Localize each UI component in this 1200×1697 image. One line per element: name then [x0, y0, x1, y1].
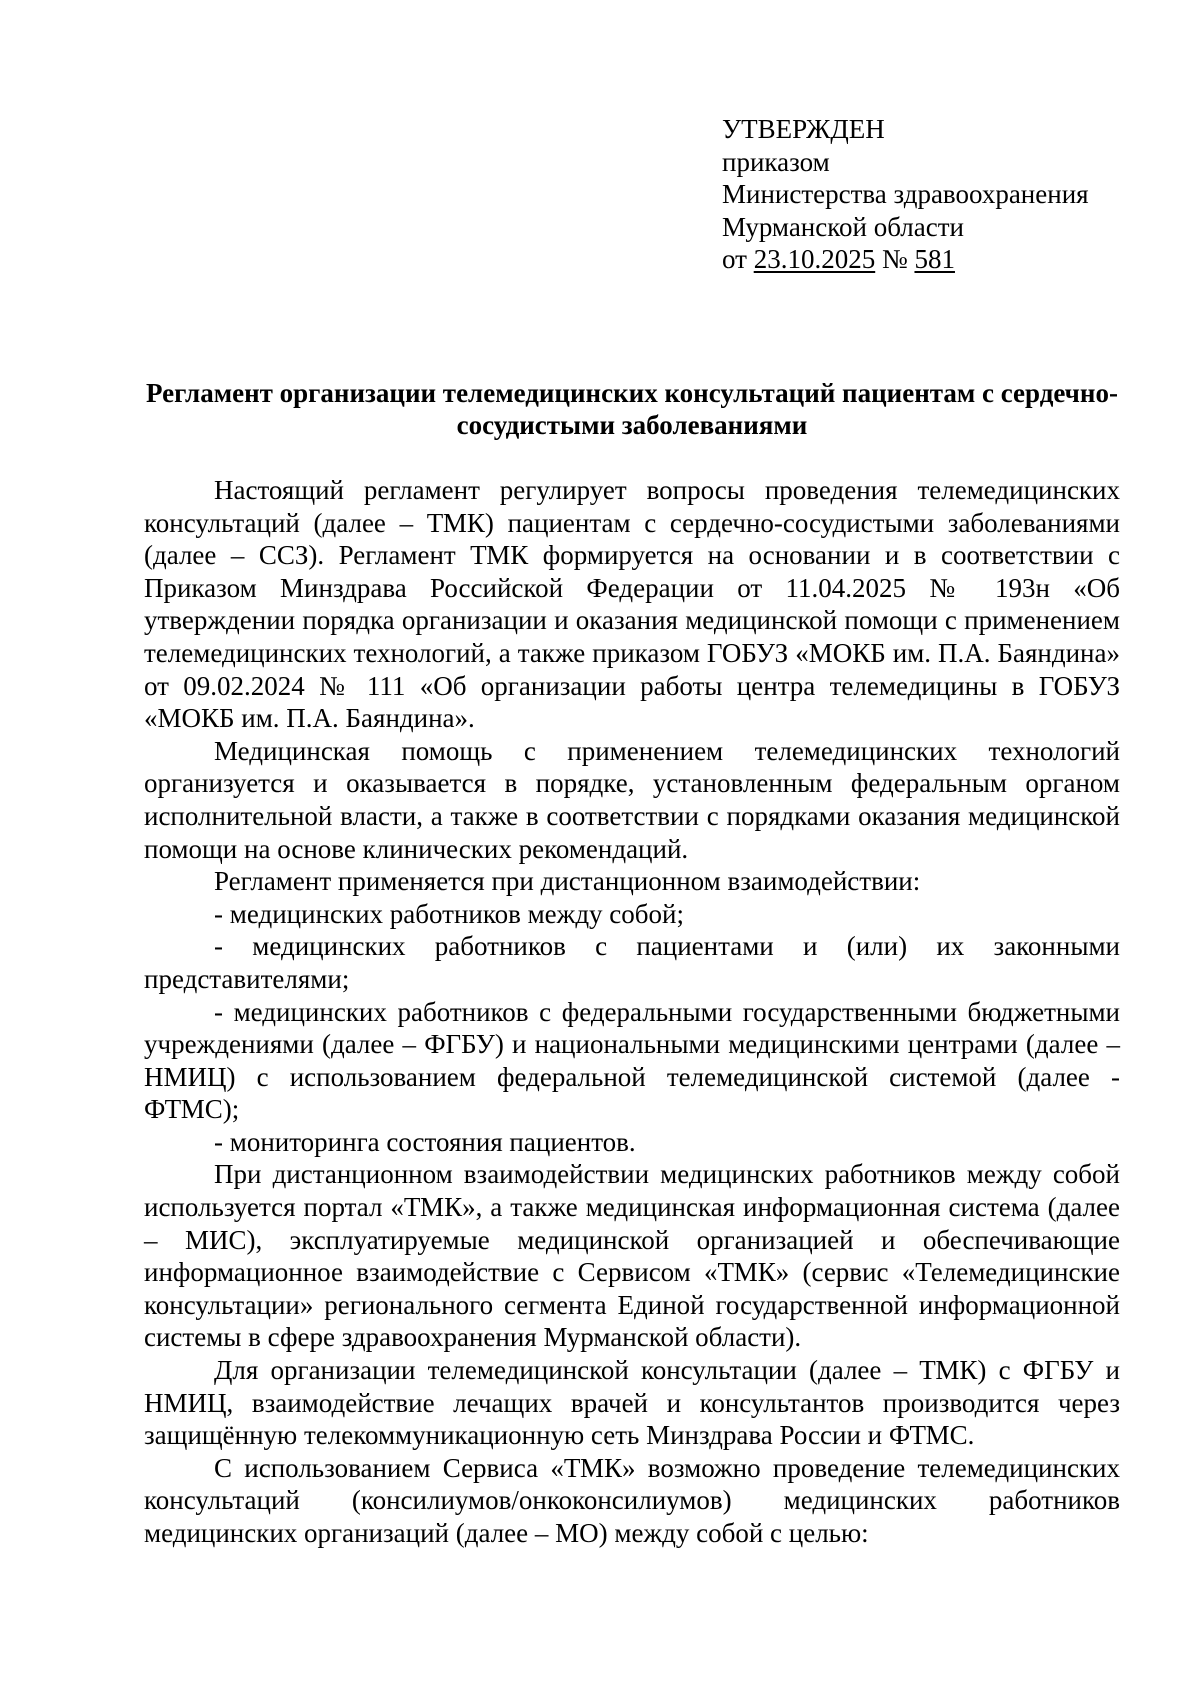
- approval-number-sign: №: [875, 244, 915, 274]
- list-item: - медицинских работников с пациентами и (или) их законными представителями;: [144, 931, 1120, 994]
- approval-ministry: Министерства здравоохранения: [722, 179, 1089, 209]
- paragraph-service: С использованием Сервиса «ТМК» возможно проведение телемедицинских консультаций (консилиумов/онкоконсилиумов) медицинских работников медицинских организаций (далее – МО) между собой с целью:: [144, 1452, 1120, 1548]
- approval-order-label: приказом: [722, 146, 830, 177]
- paragraph-federal: Для организации телемедицинской консультации (далее – ТМК) с ФГБУ и НМИЦ, взаимодействие лечащих врачей и консультантов производится через защищённую телекоммуникационную сеть Минздрава России и ФТМС.: [144, 1355, 1120, 1451]
- paragraph-medical-help: Медицинская помощь с применением телемедицинских технологий организуется и оказывается в порядке, установленным федеральным органом исполнительной власти, а также в соответствии с порядками оказания медицинской помощи на основе клинических рекомендаций.: [144, 735, 1120, 864]
- approval-number: 581: [914, 244, 955, 274]
- paragraph-scope: Регламент применяется при дистанционном взаимодействии:: [214, 866, 921, 897]
- approval-region: Мурманской области: [722, 211, 964, 242]
- list-item: - медицинских работников между собой;: [214, 898, 684, 929]
- approval-date-prefix: от: [722, 244, 754, 274]
- approval-heading: УТВЕРЖДЕН: [722, 114, 885, 144]
- paragraph-intro: Настоящий регламент регулирует вопросы проведения телемедицинских консультаций (далее – ТМК) пациентам с сердечно-сосудистыми заболеваниями (далее – ССЗ). Регламент ТМК формируется на основании и в соответствии с Приказом Минздрава Российской Федерации от 11.04.2025 № 193н «Об утверждении порядка организации и оказания медицинской помощи с применением телемедицинских технологий, а также приказом ГОБУЗ «МОКБ им. П.А. Баяндина» от 09.02.2024 № 111 «Об организации работы центра телемедицины в ГОБУЗ «МОКБ им. П.А. Баяндина».: [144, 475, 1120, 734]
- approval-date: 23.10.2025: [753, 244, 876, 274]
- list-item: - мониторинга состояния пациентов.: [214, 1126, 636, 1157]
- approval-stamp-block: [722, 113, 1089, 276]
- paragraph-portal: При дистанционном взаимодействии медицинских работников между собой используется портал «ТМК», а также медицинская информационная система (далее – МИС), эксплуатируемые медицинской организацией и обеспечивающие информационное взаимодействие с Сервисом «ТМК» (сервис «Телемедицинские консультации» регионального сегмента Единой государственной информационной системы в сфере здравоохранения Мурманской области).: [144, 1159, 1120, 1353]
- document-body: [144, 474, 1120, 1550]
- document-title: Регламент организации телемедицинских консультаций пациентам с сердечно-сосудистыми заболеваниями: [146, 378, 1118, 440]
- list-item: - медицинских работников с федеральными государственными бюджетными учреждениями (далее – ФГБУ) и национальными медицинскими центрами (далее – НМИЦ) с использованием федеральной телемедицинской системой (далее - ФТМС);: [144, 996, 1120, 1125]
- approval-date-line: [722, 243, 1089, 276]
